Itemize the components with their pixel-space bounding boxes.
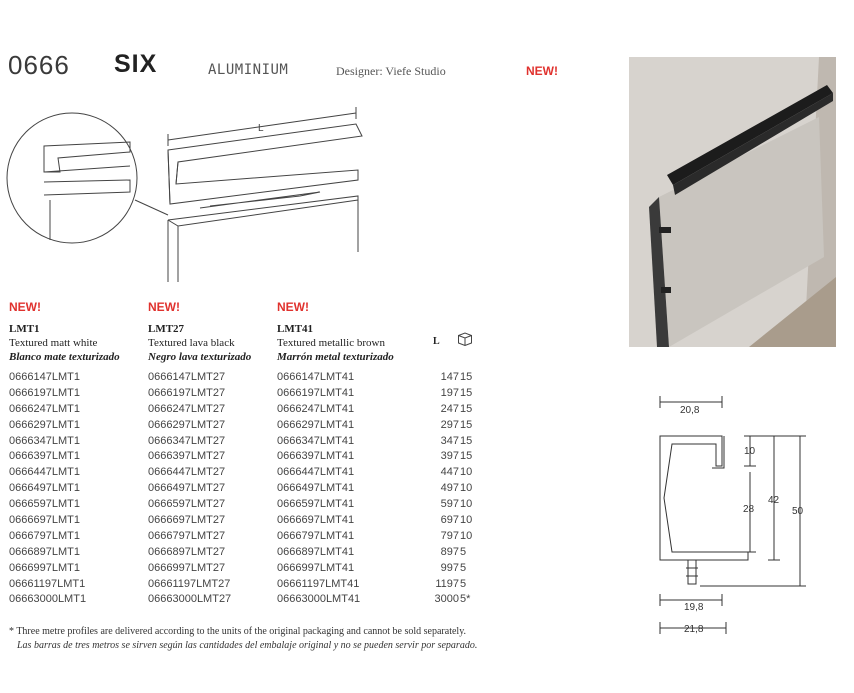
product-material: ALUMINIUM (208, 62, 289, 78)
pack-quantity: 15 (460, 386, 473, 399)
code-brown: 0666797LMT41 (277, 529, 355, 542)
finish-name-en: Textured lava black (148, 337, 235, 349)
code-brown: 0666897LMT41 (277, 545, 355, 558)
length-label: L (258, 123, 264, 134)
length-value: 347 (440, 434, 459, 447)
code-white: 0666247LMT1 (9, 402, 80, 415)
length-value: 147 (440, 371, 459, 383)
code-black: 0666397LMT27 (148, 450, 226, 463)
product-photo (629, 57, 836, 347)
length-value: 997 (440, 561, 459, 574)
length-value: 247 (440, 402, 459, 415)
profile-dimension-drawing (640, 388, 810, 643)
pack-quantity: 10 (460, 482, 473, 495)
new-badge: NEW! (9, 300, 41, 314)
detail-zoom-circle (7, 113, 137, 243)
finish-code: LMT41 (277, 323, 314, 335)
pack-quantity: 10 (460, 498, 473, 511)
length-value: 397 (440, 450, 459, 463)
code-brown: 0666597LMT41 (277, 498, 355, 511)
finish-name-es: Marrón metal texturizado (277, 351, 394, 363)
code-white: 0666997LMT1 (9, 561, 80, 574)
length-value: 197 (440, 386, 459, 399)
length-column-header: L (433, 336, 440, 347)
finish-column-black (148, 300, 288, 364)
length-value: 1197 (435, 577, 459, 590)
new-badge: NEW! (526, 64, 558, 78)
finish-name-en: Textured metallic brown (277, 337, 385, 349)
length-value: 797 (440, 529, 459, 542)
finish-column-white (9, 300, 149, 364)
product-name: SIX (114, 50, 158, 78)
code-brown: 0666447LMT41 (277, 466, 355, 479)
new-badge: NEW! (148, 300, 180, 314)
dim-lip-depth: 10 (744, 446, 756, 457)
code-brown: 0666497LMT41 (277, 482, 355, 495)
code-brown: 06661197LMT41 (277, 577, 360, 590)
new-badge: NEW! (277, 300, 309, 314)
code-white: 06663000LMT1 (9, 593, 87, 606)
finish-code: LMT1 (9, 323, 40, 335)
code-black: 0666997LMT27 (148, 561, 226, 574)
pack-quantity: 15 (460, 450, 473, 463)
code-white: 06661197LMT1 (9, 577, 86, 590)
code-white: 0666797LMT1 (9, 529, 80, 542)
code-white: 0666497LMT1 (9, 482, 80, 495)
code-white: 0666147LMT1 (9, 371, 80, 383)
pack-quantity: 10 (460, 529, 473, 542)
code-white: 0666447LMT1 (9, 466, 80, 479)
code-black: 0666897LMT27 (148, 545, 226, 558)
pack-quantity: 10 (460, 466, 473, 479)
code-brown: 0666697LMT41 (277, 514, 355, 527)
length-value: 447 (440, 466, 459, 479)
code-black: 0666197LMT27 (148, 386, 226, 399)
code-black: 0666347LMT27 (148, 434, 226, 447)
finish-name-en: Textured matt white (9, 337, 98, 349)
dim-top-width: 20,8 (680, 405, 700, 416)
length-value: 597 (440, 498, 459, 511)
length-value: 297 (440, 418, 459, 431)
pack-quantity: 15 (460, 434, 473, 447)
code-brown: 0666197LMT41 (277, 386, 355, 399)
package-box-icon (457, 332, 473, 346)
pack-quantity: 5* (460, 593, 471, 606)
pack-quantity: 5 (460, 577, 467, 590)
pack-quantity: 15 (460, 402, 473, 415)
code-black: 06661197LMT27 (148, 577, 231, 590)
footnote-spanish: Las barras de tres metros se sirven según las cantidades del embalaje original y no se pueden servir por separado. (17, 640, 478, 651)
pack-quantity: 5 (460, 545, 467, 558)
pack-quantity: 10 (460, 514, 473, 527)
code-brown: 0666147LMT41 (277, 371, 355, 383)
finish-name-es: Blanco mate texturizado (9, 351, 120, 363)
code-brown: 0666397LMT41 (277, 450, 355, 463)
pack-quantity: 15 (460, 371, 473, 383)
dim-overall-height: 50 (792, 506, 804, 517)
pack-quantity: 15 (460, 418, 473, 431)
length-value: 897 (440, 545, 459, 558)
code-black: 0666247LMT27 (148, 402, 226, 415)
code-black: 0666447LMT27 (148, 466, 226, 479)
code-white: 0666347LMT1 (9, 434, 80, 447)
code-white: 0666197LMT1 (9, 386, 80, 399)
dim-overall-height-inner: 42 (768, 495, 780, 506)
code-black: 0666297LMT27 (148, 418, 226, 431)
code-black: 0666797LMT27 (148, 529, 226, 542)
finish-column-brown (277, 300, 417, 364)
code-white: 0666297LMT1 (9, 418, 80, 431)
code-black: 0666597LMT27 (148, 498, 226, 511)
code-brown: 06663000LMT41 (277, 593, 361, 606)
dim-base-width-inner: 19,8 (684, 602, 704, 613)
finish-code: LMT27 (148, 323, 185, 335)
length-value: 697 (440, 514, 459, 527)
finish-name-es: Negro lava texturizado (148, 351, 252, 363)
product-line-drawing (0, 100, 370, 290)
code-black: 06663000LMT27 (148, 593, 232, 606)
code-white: 0666597LMT1 (9, 498, 80, 511)
code-brown: 0666997LMT41 (277, 561, 355, 574)
code-black: 0666147LMT27 (148, 371, 226, 383)
length-value: 497 (440, 482, 459, 495)
code-black: 0666697LMT27 (148, 514, 226, 527)
dim-inner-height: 28 (743, 504, 755, 515)
length-value: 3000 (434, 593, 459, 606)
dim-base-width: 21,8 (684, 624, 704, 635)
code-brown: 0666347LMT41 (277, 434, 355, 447)
code-white: 0666697LMT1 (9, 514, 80, 527)
designer-credit: Designer: Viefe Studio (336, 64, 446, 78)
code-black: 0666497LMT27 (148, 482, 226, 495)
code-brown: 0666297LMT41 (277, 418, 355, 431)
code-brown: 0666247LMT41 (277, 402, 355, 415)
product-code: 0666 (8, 50, 70, 80)
footnote-english: * Three metre profiles are delivered according to the units of the original packaging and cannot be sold separately. (9, 626, 467, 637)
code-white: 0666397LMT1 (9, 450, 80, 463)
pack-quantity: 5 (460, 561, 467, 574)
code-white: 0666897LMT1 (9, 545, 80, 558)
